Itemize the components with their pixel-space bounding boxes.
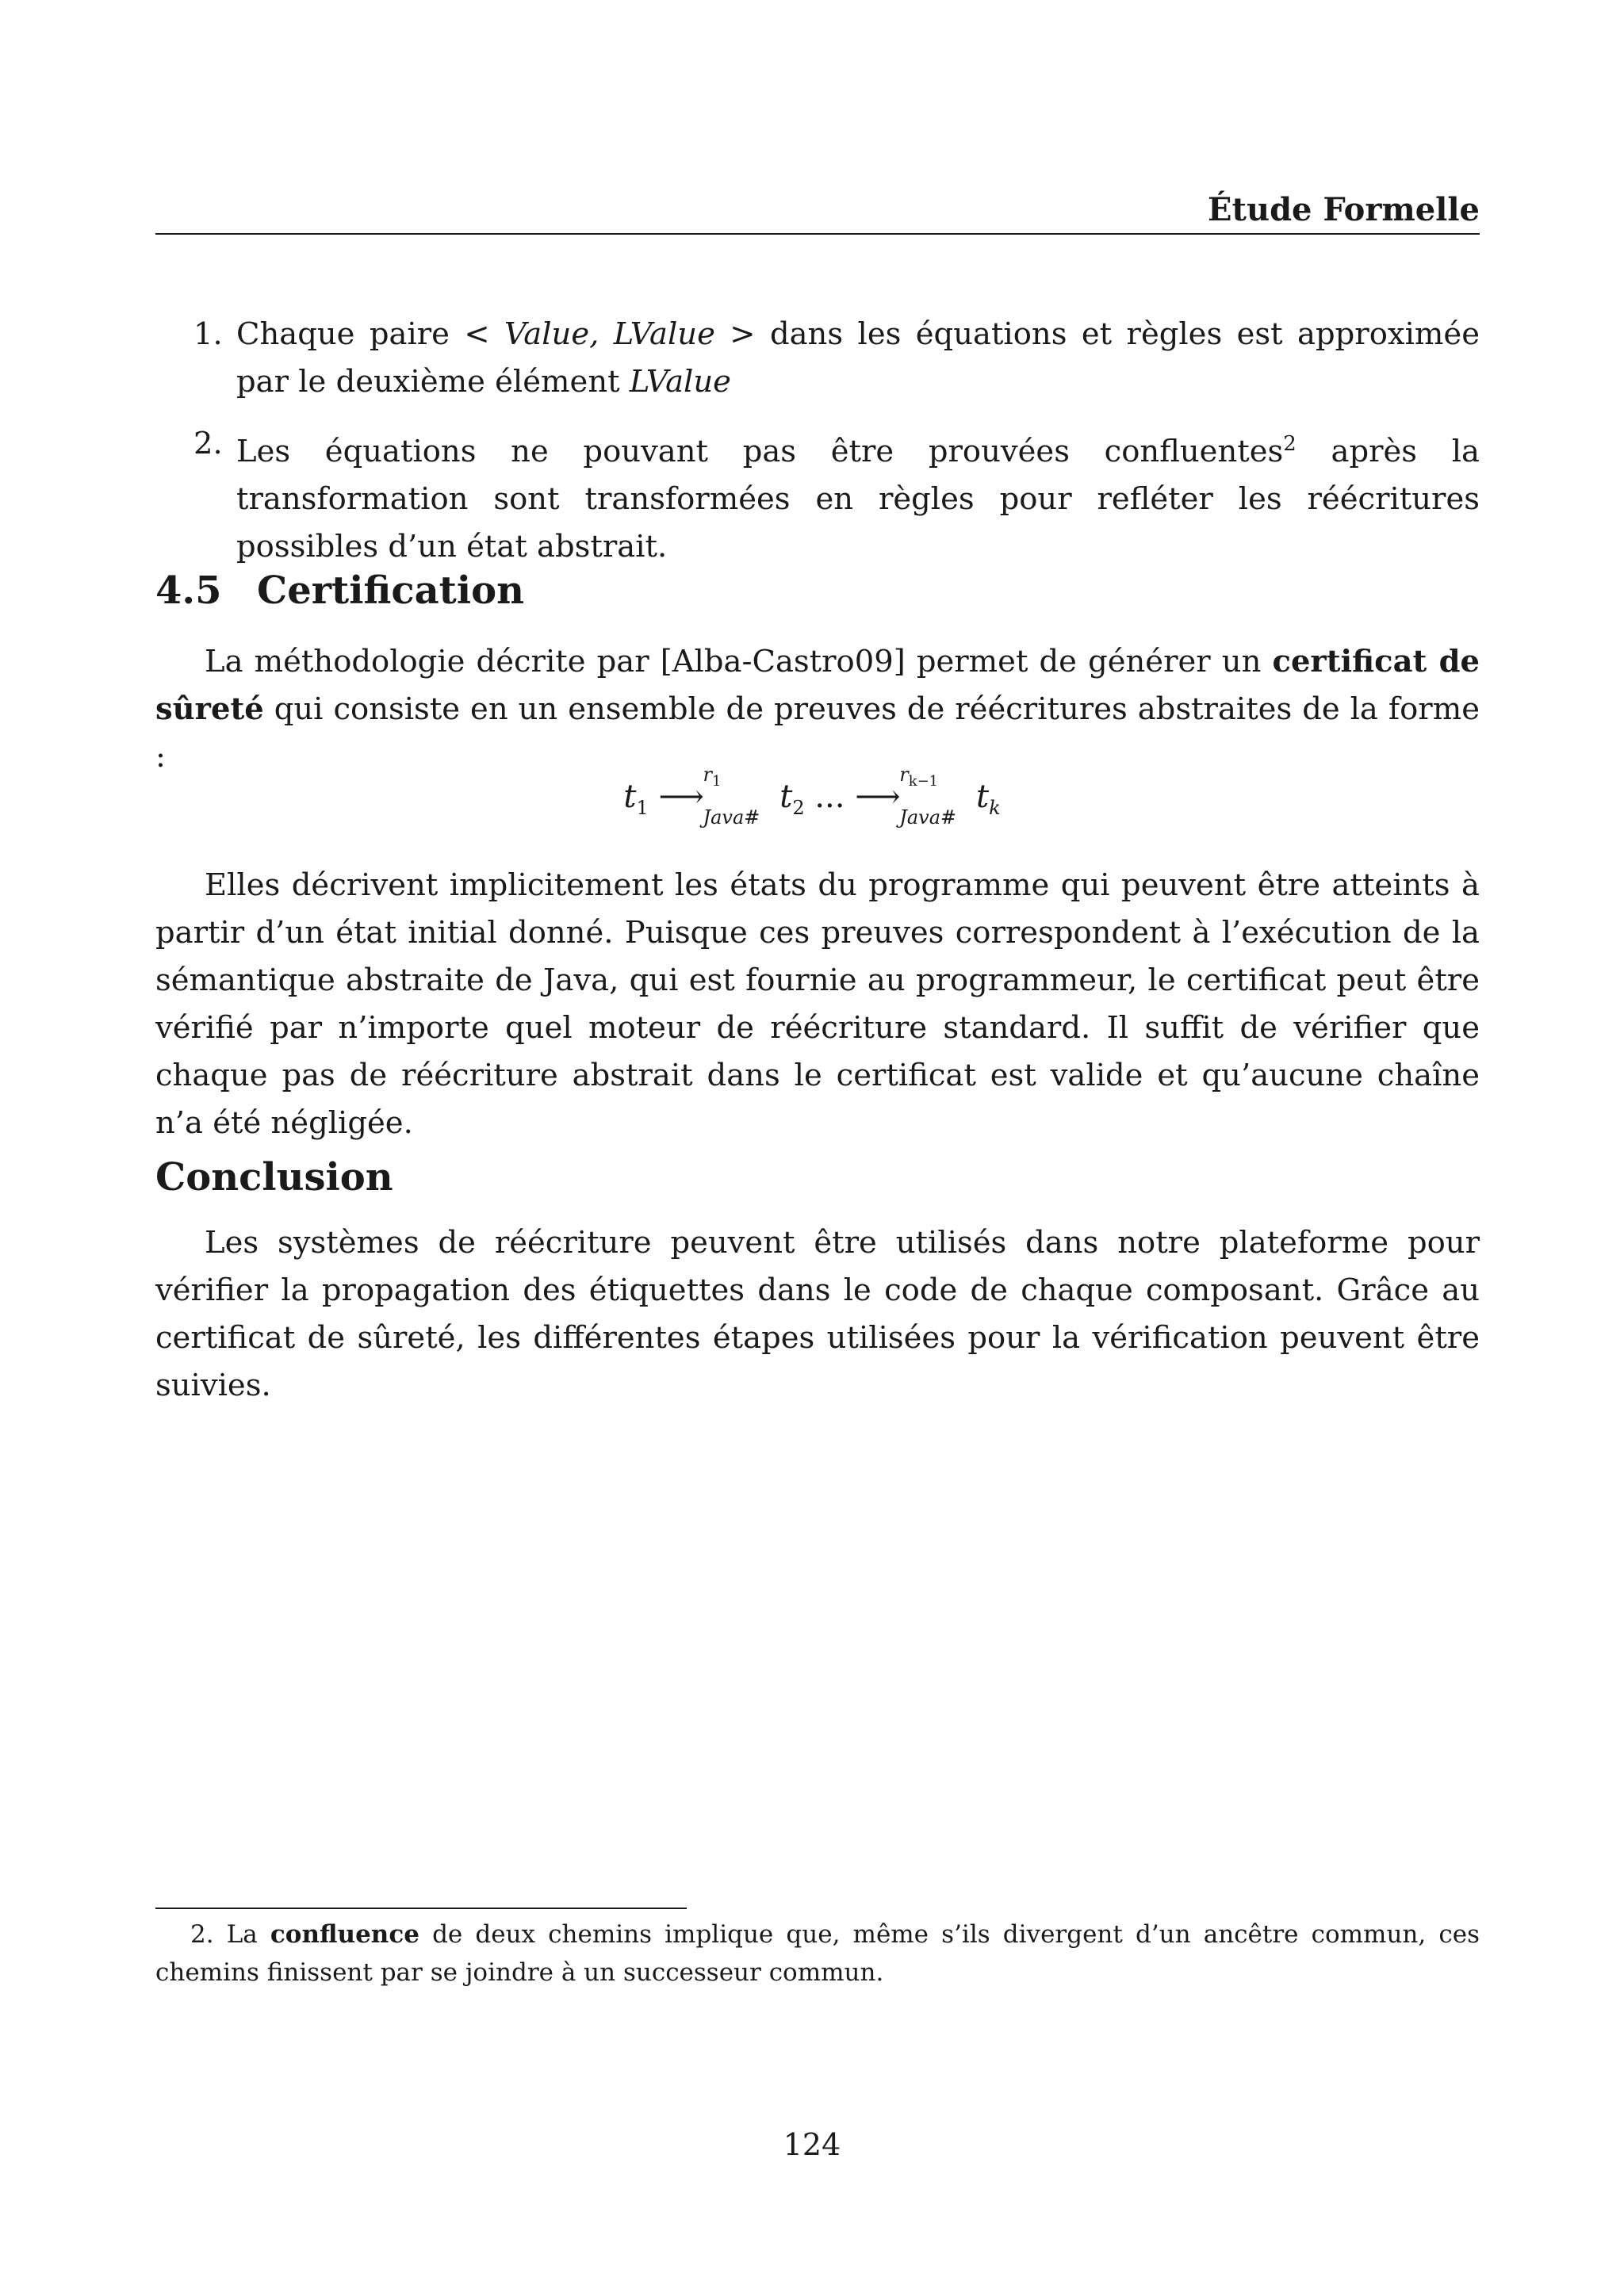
- math-dots: ...: [814, 779, 845, 815]
- footnote-number: 2.: [190, 1920, 214, 1949]
- section-title: Certification: [257, 568, 524, 613]
- list-number: 2.: [193, 426, 223, 461]
- math-subscript: k: [989, 797, 1001, 819]
- header-rule: [155, 233, 1480, 235]
- math-term: r: [899, 763, 909, 786]
- conclusion-heading: Conclusion: [155, 1155, 393, 1200]
- list-item: [155, 311, 1480, 406]
- list-text: Chaque paire <: [236, 316, 505, 352]
- bold-term: certificat de sûreté: [155, 644, 1480, 727]
- footnote-mark[interactable]: 2: [1283, 432, 1297, 456]
- math-inline: Value, LValue: [504, 316, 715, 352]
- math-subscript: Java#: [703, 806, 760, 828]
- paragraph: Elles décrivent implicitement les états du programme qui peuvent être atteints à partir d’un état initial donné. Puisque ces preuves correspondent à l’exécution de la sémantique abstraite de Java, qui est fournie au programmeur, le certificat peut être vérifié par n’importe quel moteur de réécriture standard. Il suffit de vérifier que chaque pas de réécriture abstrait dans le certificat est valide et qu’aucune chaîne n’a été négligée.: [155, 867, 1480, 1141]
- list-text: Les équations ne pouvant pas être prouvées confluentes: [236, 433, 1284, 469]
- math-term: t: [779, 779, 793, 815]
- paragraph-text: La méthodologie décrite par [Alba-Castro09] permet de générer un: [205, 644, 1273, 679]
- running-head: Étude Formelle: [1208, 191, 1480, 228]
- math-subscript: k−1: [908, 772, 939, 790]
- list-number: 1.: [193, 316, 223, 352]
- section-number: 4.5: [155, 568, 222, 613]
- math-term: r: [703, 763, 712, 786]
- list-item: [155, 420, 1480, 571]
- footnote-rule: [155, 1908, 687, 1909]
- math-subscript: 1: [711, 772, 722, 790]
- paragraph: Les systèmes de réécriture peuvent être utilisés dans notre plateforme pour vérifier la propagation des étiquettes dans le code de chaque composant. Grâce au certificat de sûreté, les différentes étapes utilisées pour la vérification peuvent être suivies.: [155, 1225, 1480, 1403]
- math-arrow: [658, 763, 760, 828]
- transformation-list: [155, 311, 1480, 585]
- page-number: 124: [783, 2127, 841, 2162]
- section-heading: [155, 563, 524, 618]
- math-subscript: 1: [636, 797, 649, 819]
- list-text: après la transformation sont transformées en règles pour refléter les réécritures possibles d’un état abstrait.: [236, 433, 1480, 564]
- math-subscript: 2: [792, 797, 805, 819]
- footnote-text: de deux chemins implique que, même s’ils divergent d’un ancêtre commun, ces chemins finissent par se joindre à un successeur commun.: [155, 1920, 1480, 1987]
- math-term: t: [623, 779, 637, 815]
- bold-term: confluence: [270, 1920, 419, 1949]
- math-inline: LValue: [629, 364, 731, 400]
- math-subscript: Java#: [899, 806, 957, 828]
- math-arrow: [855, 763, 957, 828]
- paragraph-text: qui consiste en un ensemble de preuves de réécritures abstraites de la forme :: [155, 691, 1480, 775]
- paragraph: [155, 638, 1480, 781]
- arrow-glyph: ⟶: [658, 779, 704, 815]
- footnote: [155, 1915, 1480, 1992]
- footnote-text: La: [213, 1920, 270, 1949]
- display-formula: [0, 763, 1624, 832]
- math-term: t: [975, 779, 990, 815]
- list-text: > dans les équations et règles est approximée par le deuxième élément: [236, 316, 1480, 400]
- arrow-glyph: ⟶: [855, 779, 901, 815]
